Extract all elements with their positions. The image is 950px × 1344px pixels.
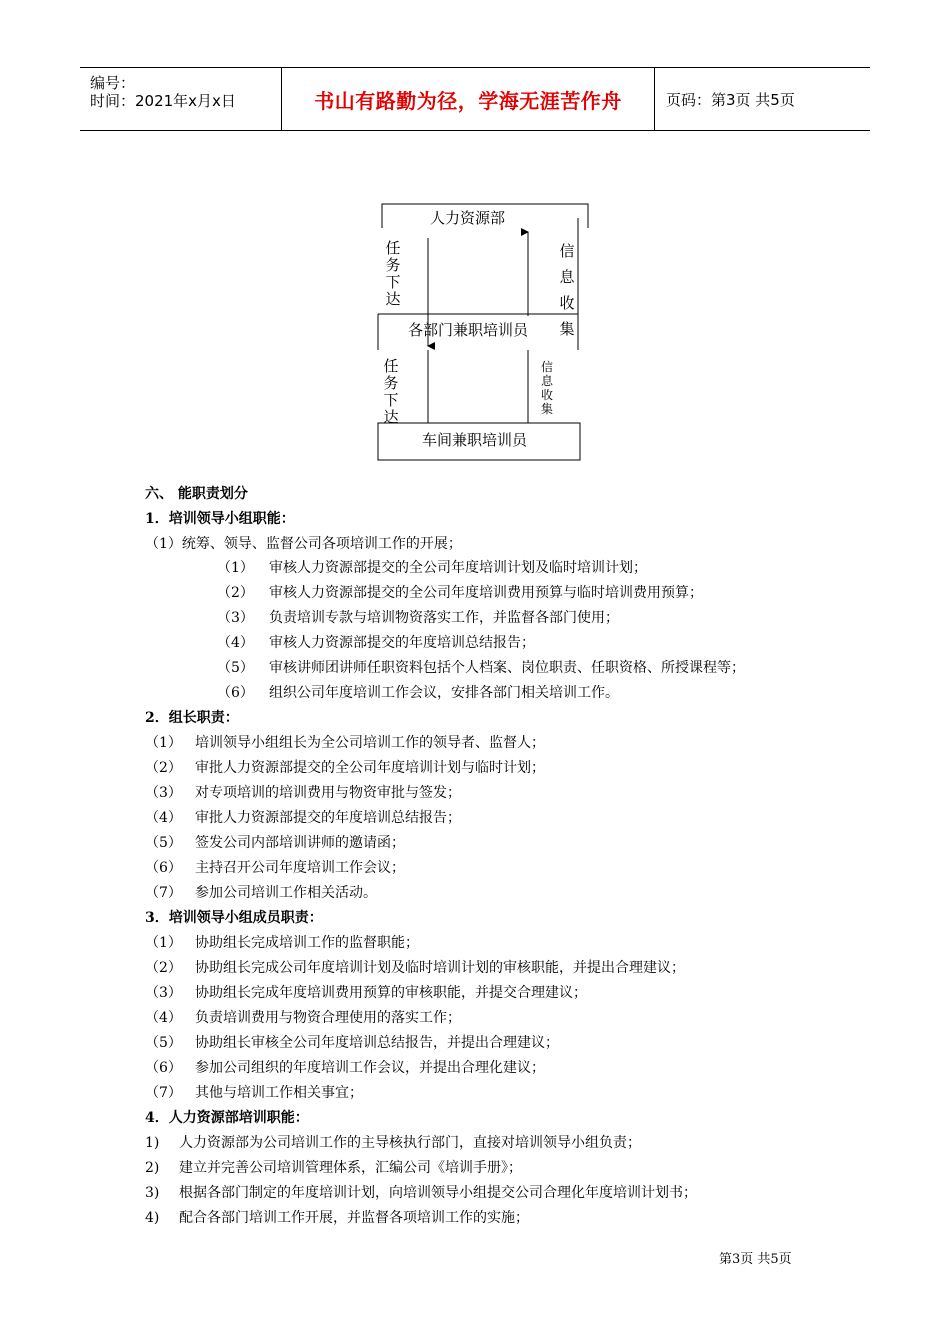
list-item: （2） 审批人力资源部提交的全公司年度培训计划与临时计划；: [145, 760, 545, 776]
list-item: （2） 协助组长完成公司年度培训计划及临时培训计划的审核职能，并提出合理建议；: [145, 960, 685, 976]
right-lower-label: 信 息 收 集: [540, 360, 553, 416]
list-item: （3） 对专项培训的培训费用与物资审批与签发；: [145, 785, 461, 801]
list-item: （5） 审核讲师团讲师任职资料包括个人档案、岗位职责、任职资格、所授课程等；: [217, 660, 745, 676]
list-item: （6） 参加公司组织的年度培训工作会议，并提出合理化建议；: [145, 1060, 545, 1076]
left-lower-label: 任 务 下 达: [383, 357, 399, 426]
list-item: 2) 建立并完善公司培训管理体系，汇编公司《培训手册》；: [145, 1160, 522, 1176]
page-code: 页码：第3页 共5页: [666, 90, 795, 109]
list-item: （4） 审批人力资源部提交的年度培训总结报告；: [145, 810, 461, 826]
list-item: （3） 负责培训专款与培训物资落实工作，并监督各部门使用；: [217, 610, 619, 626]
list-item: （1） 培训领导小组组长为全公司培训工作的领导者、监督人；: [145, 735, 545, 751]
page-header: [80, 67, 870, 131]
bottom-box-label: 车间兼职培训员: [422, 431, 528, 449]
right-upper-label: 信 息 收 集: [559, 242, 575, 338]
header-meta: [80, 68, 280, 130]
list-item: （5） 协助组长审核全公司年度培训总结报告，并提出合理建议；: [145, 1035, 559, 1051]
header-motto-cell: [281, 68, 655, 130]
list-item: （4） 审核人力资源部提交的年度培训总结报告；: [217, 635, 535, 651]
s1-title: 1．培训领导小组职能：: [145, 511, 295, 527]
time-label: 时间：2021年x月x日: [90, 92, 236, 110]
list-item: （1） 审核人力资源部提交的全公司年度培训计划及临时培训计划；: [217, 560, 647, 576]
page-footer: 第3页 共5页: [719, 1252, 792, 1267]
list-item: （4） 负责培训费用与物资合理使用的落实工作；: [145, 1010, 461, 1026]
s2-title: 2．组长职责：: [145, 710, 239, 726]
serial-label: 编号：: [90, 74, 136, 92]
top-box-label: 人力资源部: [430, 209, 506, 227]
s4-title: 4．人力资源部培训职能：: [145, 1110, 309, 1126]
list-item: （3） 协助组长完成年度培训费用预算的审核职能，并提交合理建议；: [145, 985, 587, 1001]
left-upper-label: 任 务 下 达: [385, 239, 401, 308]
list-item: （6） 主持召开公司年度培训工作会议；: [145, 860, 405, 876]
s3-title: 3．培训领导小组成员职责：: [145, 910, 323, 926]
list-item: 3) 根据各部门制定的年度培训计划，向培训领导小组提交公司合理化年度培训计划书；: [145, 1185, 697, 1201]
list-item: （7） 参加公司培训工作相关活动。: [145, 885, 377, 901]
list-item: （5） 签发公司内部培训讲师的邀请函；: [145, 835, 405, 851]
list-item: （2） 审核人力资源部提交的全公司年度培训费用预算与临时培训费用预算；: [217, 585, 703, 601]
s1-intro: （1）统筹、领导、监督公司各项培训工作的开展；: [145, 536, 462, 552]
section-title: 六、 能职责划分: [145, 486, 248, 502]
motto: 书山有路勤为径，学海无涯苦作舟: [314, 88, 622, 113]
list-item: （1） 协助组长完成培训工作的监督职能；: [145, 935, 419, 951]
list-item: 1) 人力资源部为公司培训工作的主导核执行部门，直接对培训领导小组负责；: [145, 1135, 641, 1151]
middle-box-label: 各部门兼职培训员: [408, 321, 529, 339]
list-item: 4) 配合各部门培训工作开展，并监督各项培训工作的实施；: [145, 1210, 529, 1226]
list-item: （6） 组织公司年度培训工作会议，安排各部门相关培训工作。: [217, 685, 619, 701]
org-diagram: [370, 198, 600, 468]
list-item: （7） 其他与培训工作相关事宜；: [145, 1085, 363, 1101]
